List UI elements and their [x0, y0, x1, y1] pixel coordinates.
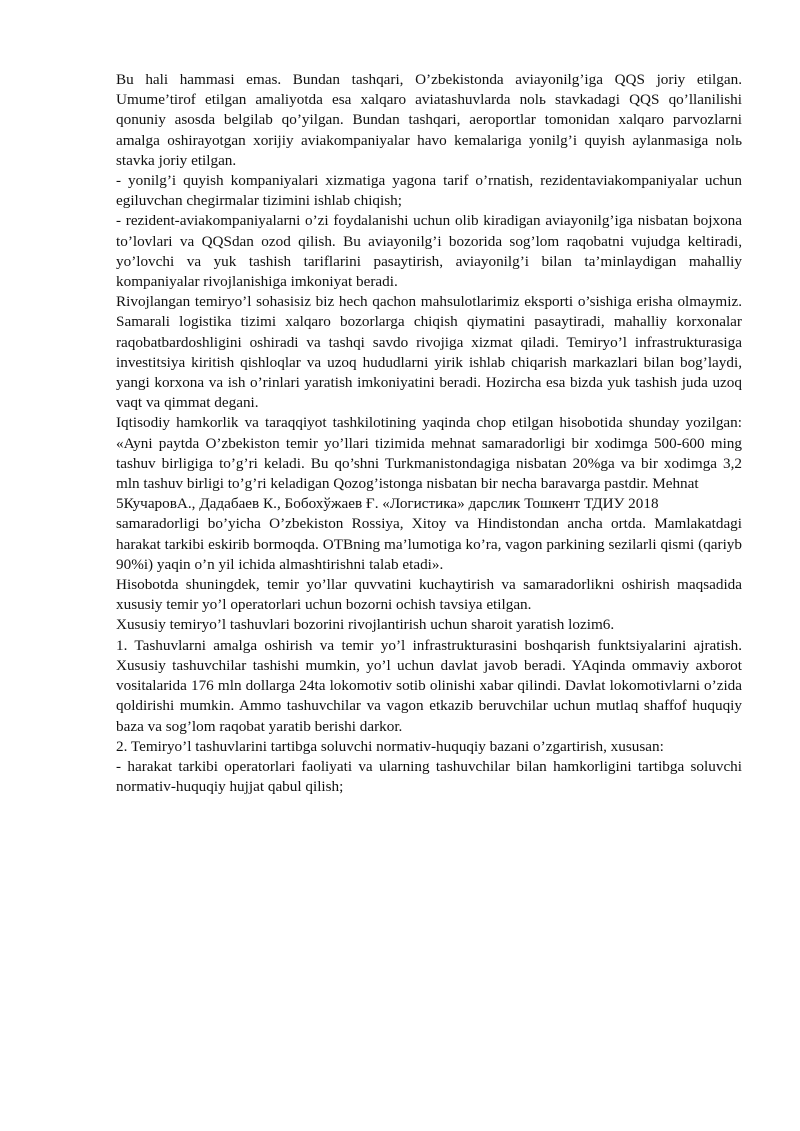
paragraph-fuel-tariff-item: - yonilg’i quyish kompaniyalari xizmatiga yagona tarif o’rnatish, rezidentaviakompaniyalar uchun egiluvchan chegirmalar tizimini ishlab chiqish;	[116, 172, 742, 210]
paragraph-sub-item-operators: - harakat tarkibi operatorlari faoliyati va ularning tashuvchilar bilan hamkorligini tartibga soluvchi normativ-huquqiy hujjat qabul qilish;	[116, 757, 742, 796]
paragraph-list-item-1: 1. Tashuvlarni amalga oshirish va temir yo’l infrastrukturasini boshqarish funktsiyalarini ajratish. Xususiy tashuvchilar tashishi mumkin, yo’l uchun davlat javob beradi. YAqinda ommaviy axborot vositalarida 176 mln dollarga 24ta lokomotiv sotib olinishi xabar qilindi. Davlat lokomotivlarni o’zida qoldirishi mumkin. Ammo tashuvchilar va vagon etkazib beruvchilar uchun mutlaq shaffof huquqiy baza va sog’lom raqobat yaratib berishi darkor.	[116, 636, 742, 735]
footnote-reference: 5КучаровА., Дадабаев К., Бобохўжаев Ғ. «Логистика» дарслик Тошкент ТДИУ 2018	[116, 495, 659, 513]
paragraph-list-item-2: 2. Temiryo’l tashuvlarini tartibga soluvchi normativ-huquqiy bazani o’zgartirish, xususan:	[116, 737, 664, 755]
document-page	[116, 70, 742, 797]
paragraph-private-rail-market: Xususiy temiryo’l tashuvlari bozorini rivojlantirish uchun sharoit yaratish lozim6.	[116, 616, 615, 634]
paragraph-customs-exemption-item: - rezident-aviakompaniyalarni o’zi foydalanishi uchun olib kiradigan aviayonilg’iga nisbatan bojxona to’lovlari va QQSdan ozod qilish. Bu aviayonilg’i bozorida sog’lom raqobatni vujudga keltiradi, yo’lovchi va yuk tashish tariflarini pasaytirish, aviayonilg’i bilan ta’minlaydigan mahalliy kompaniyalar rivojlanishiga imkoniyat beradi.	[116, 212, 742, 291]
paragraph-railway-development: Rivojlangan temiryo’l sohasisiz biz hech qachon mahsulotlarimiz eksporti o’sishiga erisha olmaymiz. Samarali logistika tizimi xalqaro bozorlarga chiqish qiymatini pasaytiradi, mahalliy korxonalar raqobatbardoshligini oshiradi va tashqi savdo rivojiga xizmat qiladi. Temiryo’l infrastrukturasiga investitsiya kiritish qishloqlar va uzoq hududlarni yirik ishlab chiqarish markazlari bilan bog’laydi, yangi korxona va ish o’rinlari yaratish imkoniyatini beradi. Hozircha esa bizda yuk tashish juda uzoq vaqt va qimmat degani.	[116, 293, 742, 412]
paragraph-labor-productivity: samaradorligi bo’yicha O’zbekiston Rossiya, Xitoy va Hindistondan ancha ortda. Mamlakatdagi harakat tarkibi eskirib bormoqda. OTBning ma’lumotiga ko’ra, vagon parkining sezilarli qismi (qariyb 90%i) yaqin o’n yil ichida almashtirishni talab etadi».	[116, 515, 742, 573]
paragraph-vat-aviation-fuel: Bu hali hammasi emas. Bundan tashqari, O’zbekistonda aviayonilg’iga QQS joriy etilgan. Umume’tirof etilgan amaliyotda esa xalqaro aviatashuvlarda nolь stavkadagi QQS qo’llanilishi qonuniy asosda belgilab qo’yilgan. Bundan tashqari, aeroportlar tomonidan xalqaro parvozlarni amalga oshirayotgan xorijiy aviakompaniyalar havo kemalariga yonilg’i quyish aylanmasiga nolь stavka joriy etilgan.	[116, 71, 742, 169]
paragraph-report-recommendation: Hisobotda shuningdek, temir yo’llar quvvatini kuchaytirish va samaradorlikni oshirish maqsadida xususiy temir yo’l operatorlari uchun bozorni ochish tavsiya etilgan.	[116, 576, 742, 614]
paragraph-oecd-report: Iqtisodiy hamkorlik va taraqqiyot tashkilotining yaqinda chop etilgan hisobotida shunday yozilgan: «Ayni paytda O’zbekiston temir yo’llari tizimida mehnat samaradorligi bir xodimga 500-600 ming tashuv birligiga to’g’ri keladi. Bu qo’shni Turkmanistondagiga nisbatan 20%ga va bir xodimga 3,2 mln tashuv birligi to’g’ri keladigan Qozog’istonga nisbatan bir necha baravarga pastdir. Mehnat	[116, 414, 742, 493]
